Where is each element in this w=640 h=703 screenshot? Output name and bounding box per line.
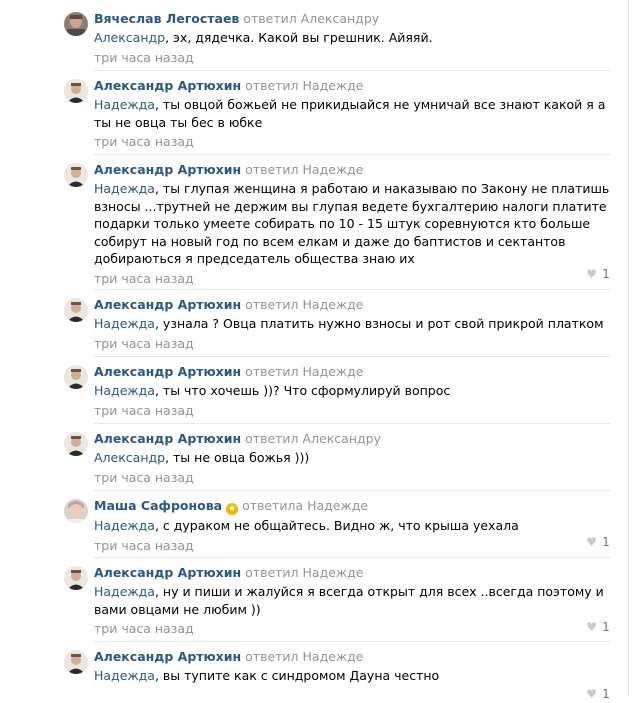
like-button[interactable] — [586, 685, 610, 703]
addressee-link[interactable]: Надежда — [94, 584, 155, 599]
divider — [94, 70, 610, 71]
author-link[interactable]: Александр Артюхин — [94, 364, 242, 379]
reply-to-text: ответил Александру — [243, 11, 380, 26]
star-icon: ★ — [228, 504, 237, 514]
comment-text — [94, 180, 610, 268]
comment-text — [94, 29, 610, 47]
like-count: 1 — [602, 686, 610, 701]
author-link[interactable]: Александр Артюхин — [94, 565, 242, 580]
comment-text — [94, 667, 610, 685]
author-link[interactable]: Александр Артюхин — [94, 78, 242, 93]
divider — [94, 641, 610, 642]
divider — [94, 557, 610, 558]
heart-icon: ♥ — [586, 267, 598, 281]
timestamp-link[interactable]: три часа назад — [94, 537, 194, 553]
addressee-link[interactable]: Надежда — [94, 97, 155, 112]
addressee-link[interactable]: Надежда — [94, 518, 155, 533]
addressee-link[interactable]: Надежда — [94, 316, 155, 331]
comment-text — [94, 517, 610, 535]
reply-to-text: ответил Надежде — [245, 297, 364, 312]
avatar[interactable] — [64, 365, 88, 389]
scrollbar-track[interactable] — [628, 0, 629, 696]
avatar[interactable] — [64, 432, 88, 456]
reply-to-text: ответил Надежде — [245, 565, 364, 580]
heart-icon: ♥ — [586, 687, 598, 701]
comment-body: , с дураком не общайтесь. Видно ж, что крыша уехала — [154, 518, 519, 533]
like-button[interactable] — [586, 618, 610, 636]
author-link[interactable]: Маша Сафронова — [94, 498, 223, 513]
like-count: 1 — [602, 534, 610, 549]
comment-text — [94, 96, 610, 131]
comment-body: , ты не овца божья ))) — [165, 450, 310, 465]
comment-body: , ты что хочешь ))? Что сформулируй вопрос — [154, 383, 451, 398]
divider — [94, 289, 610, 290]
comment-text — [94, 449, 610, 467]
author-link[interactable]: Александр Артюхин — [94, 649, 242, 664]
like-count: 1 — [602, 619, 610, 634]
comment-text — [94, 382, 610, 400]
comment-text — [94, 315, 610, 333]
divider — [94, 356, 610, 357]
comment-body: , вы тупите как с синдромом Дауна честно — [154, 668, 440, 683]
reply-to-text: ответил Надежде — [245, 162, 364, 177]
reply-to-text: ответил Надежде — [245, 78, 364, 93]
timestamp-link[interactable]: три часа назад — [94, 402, 194, 418]
addressee-link[interactable]: Александр — [94, 450, 166, 465]
timestamp-link[interactable]: три часа назад — [94, 134, 194, 149]
comment-body: , эх, дядечка. Какой вы грешник. Айяяй. — [165, 30, 433, 45]
timestamp-link[interactable]: три часа назад — [94, 621, 194, 636]
author-link[interactable]: Александр Артюхин — [94, 297, 242, 312]
timestamp-link[interactable]: три часа назад — [94, 469, 194, 485]
addressee-link[interactable]: Надежда — [94, 181, 155, 196]
avatar[interactable] — [64, 163, 88, 187]
like-button[interactable] — [586, 265, 610, 283]
timestamp-link[interactable]: три часа назад — [94, 270, 194, 286]
reply-to-text: ответила Надежде — [242, 498, 369, 513]
avatar[interactable] — [64, 79, 88, 103]
reply-to-text: ответил Надежде — [245, 649, 364, 664]
comment-body: , ты глупая женщина я работаю и наказываю по Закону не платишь взносы ...трутней не держим вы глупая ведете бухгалтерию налоги платите подарки только умеете собирать по 10 - 15 штук соревнуются кто больше собирут на новый год по всем елкам и даже до баптистов и сектантов добираються я председатель общества знаю их — [94, 181, 610, 266]
comment-body: , ты овцой божьей не прикидыайся не умничай все знают какой я а ты не овца ты бес в юбке — [94, 97, 606, 130]
avatar[interactable] — [64, 12, 88, 36]
heart-icon: ♥ — [586, 535, 598, 549]
reply-to-text: ответил Надежде — [245, 364, 364, 379]
divider — [94, 423, 610, 424]
like-count: 1 — [602, 266, 610, 281]
comment-body: , ну и пиши и жалуйся я всегда открыт для всех ..всегда поэтому и вами овцами не любим )) — [94, 584, 604, 617]
like-button[interactable] — [586, 533, 610, 551]
author-link[interactable]: Александр Артюхин — [94, 162, 242, 177]
addressee-link[interactable]: Надежда — [94, 383, 155, 398]
comment-body: , узнала ? Овца платить нужно взносы и рот свой прикрой платком — [154, 316, 604, 331]
avatar[interactable] — [64, 566, 88, 590]
reply-to-text: ответил Александру — [245, 431, 381, 446]
avatar[interactable] — [64, 298, 88, 322]
author-link[interactable]: Александр Артюхин — [94, 431, 242, 446]
avatar[interactable] — [64, 650, 88, 674]
timestamp-link[interactable]: три часа назад — [94, 335, 194, 351]
author-link[interactable]: Вячеслав Легостаев — [94, 11, 240, 26]
divider — [94, 490, 610, 491]
timestamp-link[interactable]: три часа назад — [94, 49, 194, 65]
addressee-link[interactable]: Александр — [94, 30, 166, 45]
avatar[interactable] — [64, 499, 88, 523]
heart-icon: ♥ — [586, 620, 598, 634]
comment-text — [94, 583, 610, 618]
divider — [94, 154, 610, 155]
addressee-link[interactable]: Надежда — [94, 668, 155, 683]
